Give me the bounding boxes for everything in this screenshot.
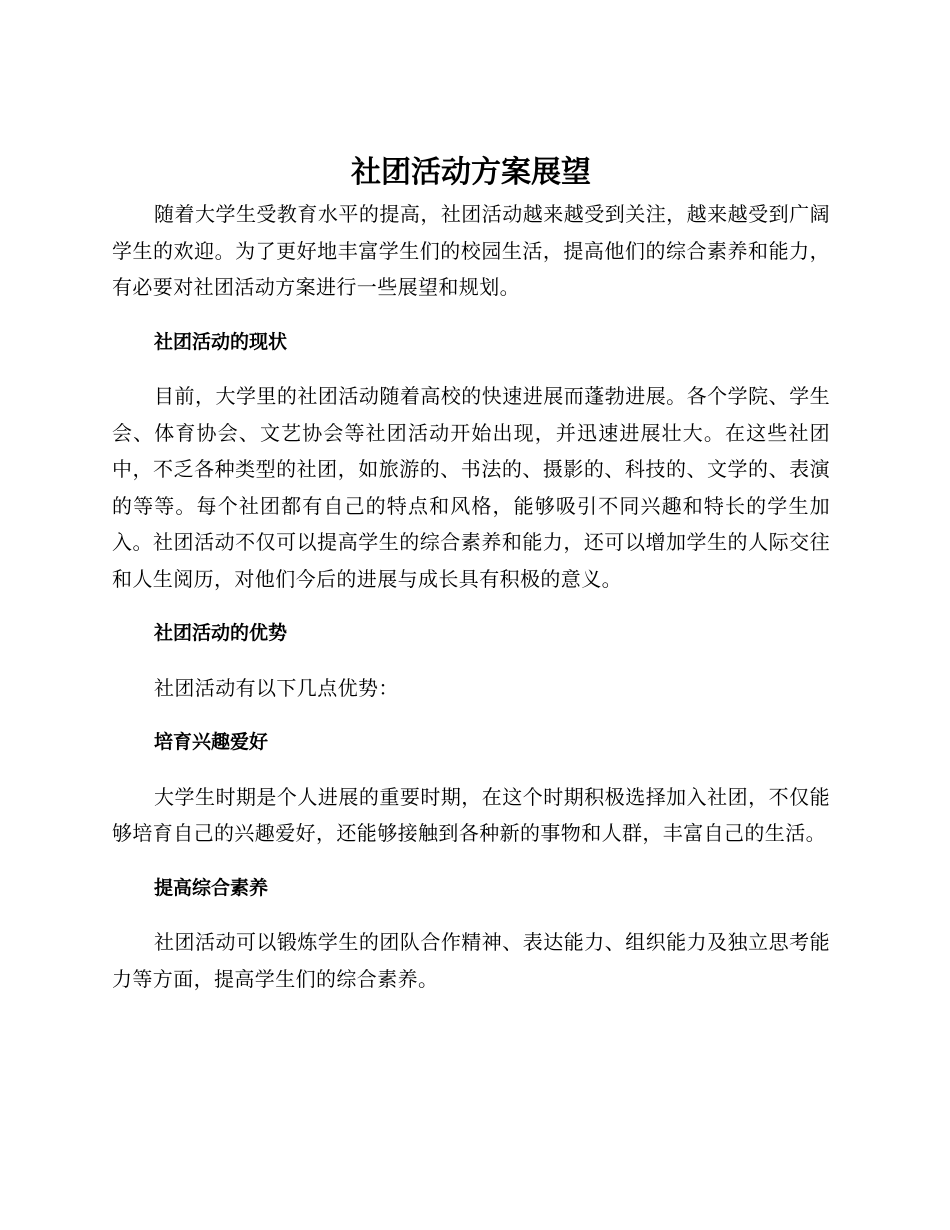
section-heading-improve-quality: 提高综合素养 [154,876,269,899]
section-heading-cultivate-interests: 培育兴趣爱好 [154,731,269,753]
section-heading-advantages: 社团活动的优势 [154,622,288,644]
section-paragraph-advantages: 社团活动有以下几点优势： [154,675,399,700]
section-heading-current-status: 社团活动的现状 [154,330,288,353]
section-paragraph-current-status: 目前，大学里的社团活动随着高校的快速进展而蓬勃进展。各个学院、学生会、体育协会、文艺协会等社团活动开始出现，并迅速进展壮大。在这些社团中，不乏各种类型的社团，如旅游的、书法的、摄影的、科技的、文学的、表演的等等。每个社团都有自己的特点和风格，能够吸引不同兴趣和特长的学生加入。社团活动不仅可以提高学生的综合素养和能力，还可以增加学生的人际交往和人生阅历，对他们今后的进展与成长具有积极的意义。 [112,384,830,591]
section-paragraph-cultivate-interests: 大学生时期是个人进展的重要时期，在这个时期积极选择加入社团，不仅能够培育自己的兴趣爱好，还能够接触到各种新的事物和人群，丰富自己的生活。 [112,784,830,845]
document-body [112,150,830,997]
section-paragraph-improve-quality: 社团活动可以锻炼学生的团队合作精神、表达能力、组织能力及独立思考能力等方面，提高学生们的综合素养。 [112,930,830,991]
document-title: 社团活动方案展望 [351,155,591,190]
intro-paragraph: 随着大学生受教育水平的提高，社团活动越来越受到关注，越来越受到广阔学生的欢迎。为了更好地丰富学生们的校园生活，提高他们的综合素养和能力，有必要对社团活动方案进行一些展望和规划。 [112,202,830,299]
